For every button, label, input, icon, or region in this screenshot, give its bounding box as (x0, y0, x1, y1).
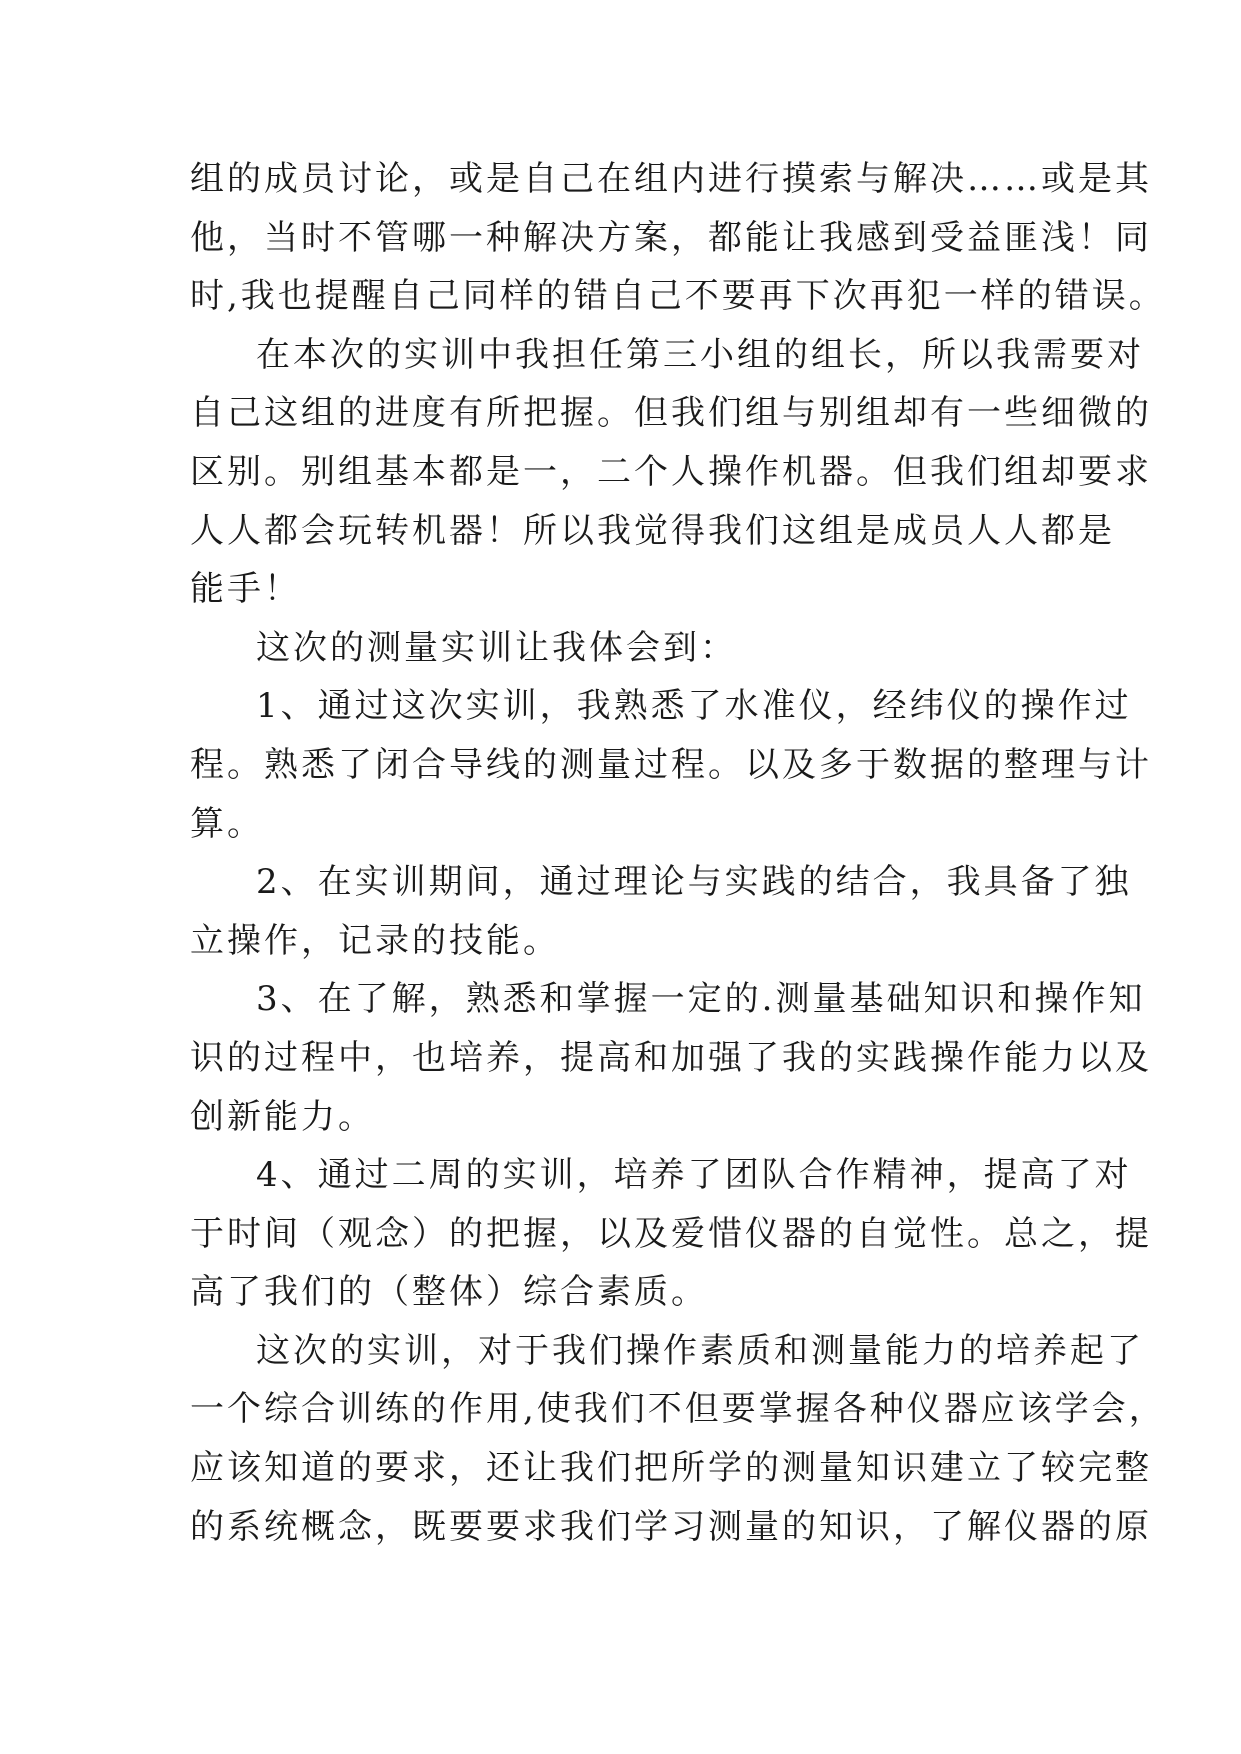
text-line: 2、在实训期间，通过理论与实践的结合，我具备了独 (256, 862, 1132, 903)
text-line: 4、通过二周的实训，培养了团队合作精神，提高了对 (256, 1155, 1132, 1196)
text-line: 人人都会玩转机器！所以我觉得我们这组是成员人人都是 (190, 510, 1115, 551)
text-line: 的系统概念，既要要求我们学习测量的知识，了解仪器的原 (190, 1506, 1152, 1547)
text-line: 程。熟悉了闭合导线的测量过程。以及多于数据的整理与计 (190, 744, 1152, 785)
text-line: 算。 (190, 803, 264, 844)
text-line: 时,我也提醒自己同样的错自己不要再下次再犯一样的错误。 (190, 276, 1166, 317)
text-line: 自己这组的进度有所把握。但我们组与别组却有一些细微的 (190, 393, 1152, 434)
text-line: 1、通过这次实训，我熟悉了水准仪，经纬仪的操作过 (256, 686, 1132, 727)
text-line: 他，当时不管哪一种解决方案，都能让我感到受益匪浅！同 (190, 217, 1152, 258)
text-line: 一个综合训练的作用,使我们不但要掌握各种仪器应该学会， (190, 1389, 1166, 1430)
text-line: 立操作，记录的技能。 (190, 920, 560, 961)
text-line: 这次的实训，对于我们操作素质和测量能力的培养起了 (256, 1330, 1144, 1371)
text-line: 应该知道的要求，还让我们把所学的测量知识建立了较完整 (190, 1448, 1152, 1489)
text-line: 3、在了解，熟悉和掌握一定的.测量基础知识和操作知 (256, 979, 1146, 1020)
text-line: 在本次的实训中我担任第三小组的组长，所以我需要对 (256, 334, 1144, 375)
text-line: 创新能力。 (190, 1096, 375, 1137)
text-line: 这次的测量实训让我体会到： (256, 627, 737, 668)
text-line: 高了我们的（整体）综合素质。 (190, 1272, 708, 1313)
text-line: 区别。别组基本都是一，二个人操作机器。但我们组却要求 (190, 451, 1152, 492)
document-body (190, 150, 1166, 1556)
text-line: 于时间（观念）的把握，以及爱惜仪器的自觉性。总之，提 (190, 1213, 1152, 1254)
text-line: 组的成员讨论，或是自己在组内进行摸索与解决……或是其 (190, 159, 1152, 199)
text-line: 能手！ (190, 569, 301, 610)
text-line: 识的过程中，也培养，提高和加强了我的实践操作能力以及 (190, 1037, 1152, 1078)
